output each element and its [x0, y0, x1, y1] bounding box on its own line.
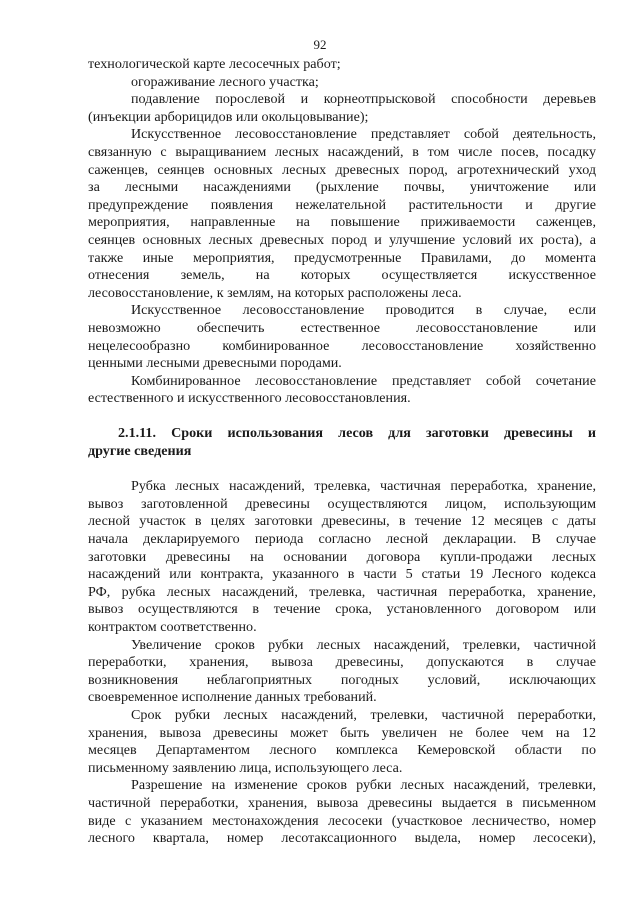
blank-line [88, 408, 596, 426]
text-line: письменному заявлению лица, использующего леса. [88, 759, 403, 776]
text-line: переработки, хранения, вывоза древесины, допускаются в случае [88, 654, 596, 671]
text-line: Увеличение сроков рубки лесных насаждений, трелевки, частичной [131, 636, 596, 653]
text-line: мероприятия, направленные на повышение приживаемости саженцев, [88, 214, 596, 231]
text-line: возникновения неблагоприятных погодных условий, исключающих [88, 671, 596, 688]
text-line: отнесения земель, на которых осуществляется искусственное [88, 267, 596, 284]
blank-line [88, 461, 596, 479]
text-line: Искусственное лесовосстановление представляет собой деятельность, [131, 126, 596, 143]
page-number: 92 [313, 37, 327, 52]
text-line: хранения, вывоза древесины может быть увеличен не более чем на 12 [88, 724, 596, 741]
text-line: вывоз осуществляются в течение срока, установленного договором или [88, 601, 596, 618]
section-heading: 2.1.11. Сроки использования лесов для заготовки древесины и [118, 425, 596, 442]
text-line: Разрешение на изменение сроков рубки лесных насаждений, трелевки, [131, 777, 596, 794]
text-line: естественного и искусственного лесовосстановления. [88, 390, 411, 407]
text-line: насаждений или контракта, указанного в части 5 статьи 19 Лесного кодекса [88, 566, 596, 583]
text-line: вывоз заготовленной древесины осуществляются лицом, использующим [88, 495, 596, 512]
text-line: лесного квартала, номер лесотаксационного выдела, номер лесосеки), [88, 830, 596, 847]
section-heading-cont: другие сведения [88, 443, 192, 460]
text-line: Рубка лесных насаждений, трелевка, частичная переработка, хранение, [131, 478, 596, 495]
text-line: Срок рубки лесных насаждений, трелевки, частичной переработки, [131, 706, 596, 723]
document-body [88, 56, 596, 848]
text-line: невозможно обеспечить естественное лесовосстановление или [88, 319, 596, 336]
text-line: контрактом соответственно. [88, 619, 257, 635]
text-line: также иные мероприятия, предусмотренные Правилами, до момента [88, 249, 596, 266]
text-line: саженцев, сеянцев основных лесных древесных пород, агротехнический уход [88, 161, 596, 178]
text-line: предупреждение появления нежелательной растительности и другие [88, 196, 596, 213]
text-line: лесовосстановление, к землям, на которых расположены леса. [88, 284, 462, 301]
text-line: нецелесообразно комбинированное лесовосстановление хозяйственно [88, 337, 596, 354]
text-line: частичной переработки, хранения, вывоза древесины выдается в письменном [88, 794, 596, 811]
text-line: виде с указанием местонахождения лесосеки (участковое лесничество, номер [88, 812, 596, 829]
text-line: начала декларируемого периода согласно лесной декларации. В случае [88, 531, 596, 548]
text-line: своевременное исполнение данных требований. [88, 689, 377, 706]
text-line: лесной участок в целях заготовки древесины, в течение 12 месяцев с даты [88, 513, 596, 530]
text-line: связанную с выращиванием лесных насаждений, в том числе посев, посадку [88, 143, 596, 160]
text-line: Искусственное лесовосстановление проводится в случае, если [131, 302, 596, 319]
text-line: за лесными насаждениями (рыхление почвы, уничтожение или [88, 179, 596, 196]
text-line: РФ, рубка лесных насаждений, трелевка, частичная переработка, хранение, [88, 583, 596, 600]
text-line: заготовки древесины на основании договора купли-продажи лесных [88, 548, 596, 565]
text-line: подавление порослевой и корнеотпрысковой способности деревьев [131, 91, 596, 108]
text-line: Комбинированное лесовосстановление представляет собой сочетание [131, 372, 596, 389]
text-line: технологической карте лесосечных работ; [88, 56, 341, 72]
text-line: ценными лесными древесными породами. [88, 355, 342, 372]
text-line: (инъекции арборицидов или окольцовывание); [88, 108, 369, 125]
text-line: огораживание лесного участка; [131, 73, 319, 90]
text-line: месяцев Департаментом лесного комплекса Кемеровской области по [88, 742, 596, 759]
text-line: сеянцев основных лесных древесных пород и улучшение условий их роста), а [88, 231, 596, 248]
